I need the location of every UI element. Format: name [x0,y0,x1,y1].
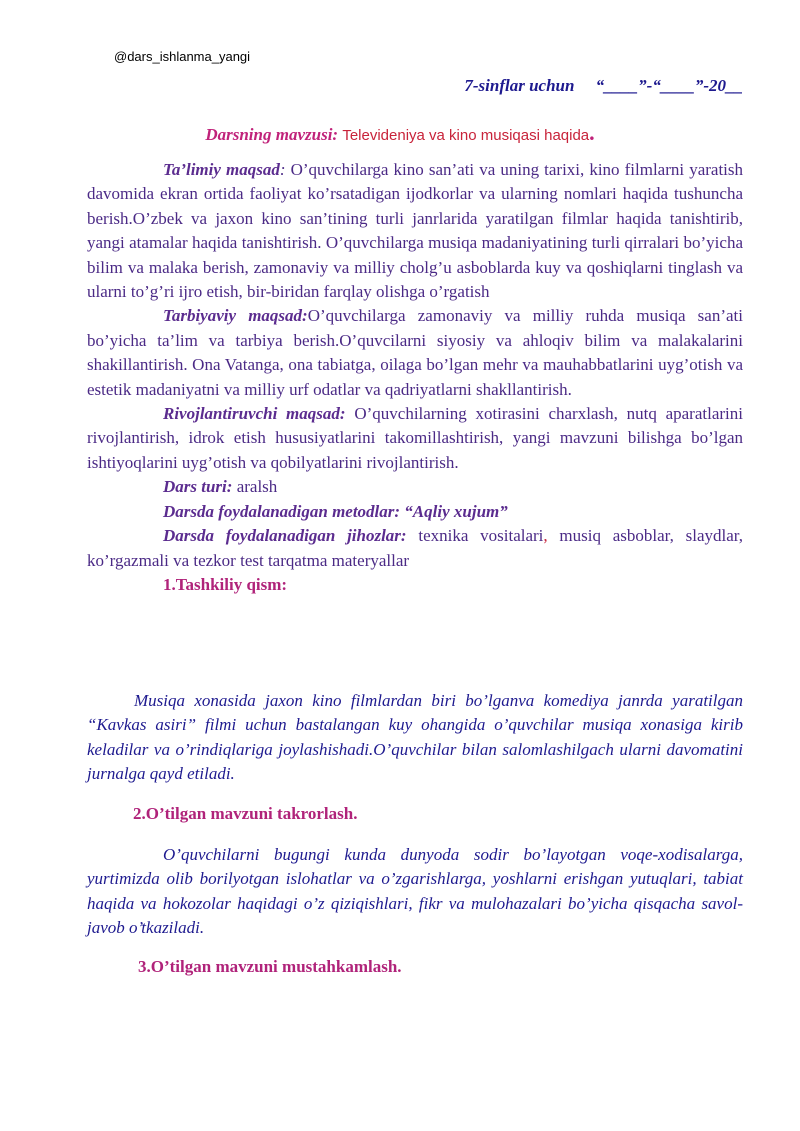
objectives-block [87,158,743,597]
dars-turi-label: Dars turi: [163,477,233,497]
topic-label: Darsning mavzusi: [205,125,339,144]
talimiy-label: Ta’limiy maqsad [163,160,280,179]
section2-title: 2.O’tilgan mavzuni takrorlash. [133,804,358,823]
metodlar-label: Darsda foydalanadigan metodlar: “Aqliy xujum” [163,501,508,521]
dars-turi-paragraph [87,475,743,499]
jihozlar-paragraph: Darsda foydalanadigan jihozlar: texnika vositalari, musiq asboblar, slaydlar, ko’rgazmali va tezkor test tarqatma materyallar [87,526,743,570]
section2-paragraph: O’quvchilarni bugungi kunda dunyoda sodir bo’layotgan voqe-xodisalarga, yurtimizda olib borilyotgan islohatlar va o’zgarishlarga, yoshlarni erishgan yutuqlari, tabiat haqida va hokozolar haqidagi o’z qiziqishlari, fikr va mulohazalari bo’yicha qisqacha savol-javob o’tkaziladi. [87,845,743,938]
section1-paragraph: Musiqa xonasida jaxon kino filmlardan biri bo’lganva komediya janrda yaratilgan “Kavkas asiri” filmi uchun bastalangan kuy ohangida o’quvchilar musiqa xonasiga kirib keladilar va o’rindiqlariga joylashishadi.O’quvchilar bilan salomlashilgach ularni davomatini jurnalga qayd etiladi. [87,691,743,784]
dars-turi-text: aralsh [232,477,278,497]
topic-text: Televideniya va kino musiqasi haqida [342,127,590,144]
watermark-handle: @dars_ishlanma_yangi [114,49,251,64]
tarbiyaviy-label: Tarbiyaviy maqsad: [163,306,308,326]
metodlar-paragraph [87,500,743,524]
rivojlantiruvchi-text: O’quvchilarning xotirasini charxlash, nutq aparatlarini rivojlantirish, idrok etish hususiyatlarini takomillashtirish, yangi mavzuni bilishga bo’lgan ishtiyoqlarini uyg’otish va qobilyatlarini rivojlantirish. [87,404,743,472]
jihozlar-label: Darsda foydalanadigan jihozlar: [163,526,407,546]
section1-title: 1.Tashkiliy qism: [163,574,288,594]
class-date-line: 7-sinflar uchun “____”-“____”-20__ [464,76,743,95]
rivojlantiruvchi-label: Rivojlantiruvchi maqsad: [163,404,346,424]
talimiy-text: O’quvchilarga kino san’ati va uning tarixi, kino filmlarni yaratish davomida ekran ortida faoliyat ko’rsatadigan ijodkorlar va ularning nomlari haqida tushuncha berish.O’zbek va jaxon kino san’tining turli janrlarida yaratilgan filmlar haqida tanishtirib, yangi atamalar haqida tanishtirish. O’quvchilarga musiqa madaniyatining turli qirralari bo’yicha bilim va malaka berish, zamonaviy va milliy cholg’u asboblarda kuy va qoshiqlarni tinglash va ularni to’g’ri ijro etish, bir-biridan farqlay olishga o’rgatish [87,160,744,302]
jihozlar-text-a: texnika vositalari [406,526,544,546]
section1-heading [87,573,743,597]
topic-end-mark: . [589,120,595,145]
talimiy-paragraph: Ta’limiy maqsad: O’quvchilarga kino san’ati va uning tarixi, kino filmlarni yaratish davomida ekran ortida faoliyat ko’rsatadigan ijodkorlar va ularning nomlari haqida tushuncha berish.O’zbek va jaxon kino san’tining turli janrlarida yaratilgan filmlar haqida tanishtirib, yangi atamalar haqida tanishtirish. O’quvchilarga musiqa madaniyatining turli qirralari bo’yicha bilim va malaka berish, zamonaviy va milliy cholg’u asboblarda kuy va qoshiqlarni tinglash va ularni to’g’ri ijro etish, bir-biridan farqlay olishga o’rgatish [87,160,744,302]
jihozlar-text-b: musiq asboblar, slaydlar, ko’rgazmali va tezkor test tarqatma materyallar [87,526,743,570]
rivojlantiruvchi-paragraph [87,402,743,475]
tarbiyaviy-text: O’quvchilarga zamonaviy va milliy ruhda musiqa san’ati bo’yicha ta’lim va tarbiya berish.O’quvcilarni siyosiy va ahloqiv bilim va malakalarini shakillantirish. Ona Vatanga, ona tabiatga, oilaga bo’lgan mehr va mauhabbatlarini uyg’otish va estetik madaniyatni va milliy urf odatlar va qadriyatlarni shakllantirish. [87,306,743,399]
lesson-topic [0,120,800,146]
section3-title: 3.O’tilgan mavzuni mustahkamlash. [138,957,402,976]
tarbiyaviy-paragraph [87,304,743,402]
